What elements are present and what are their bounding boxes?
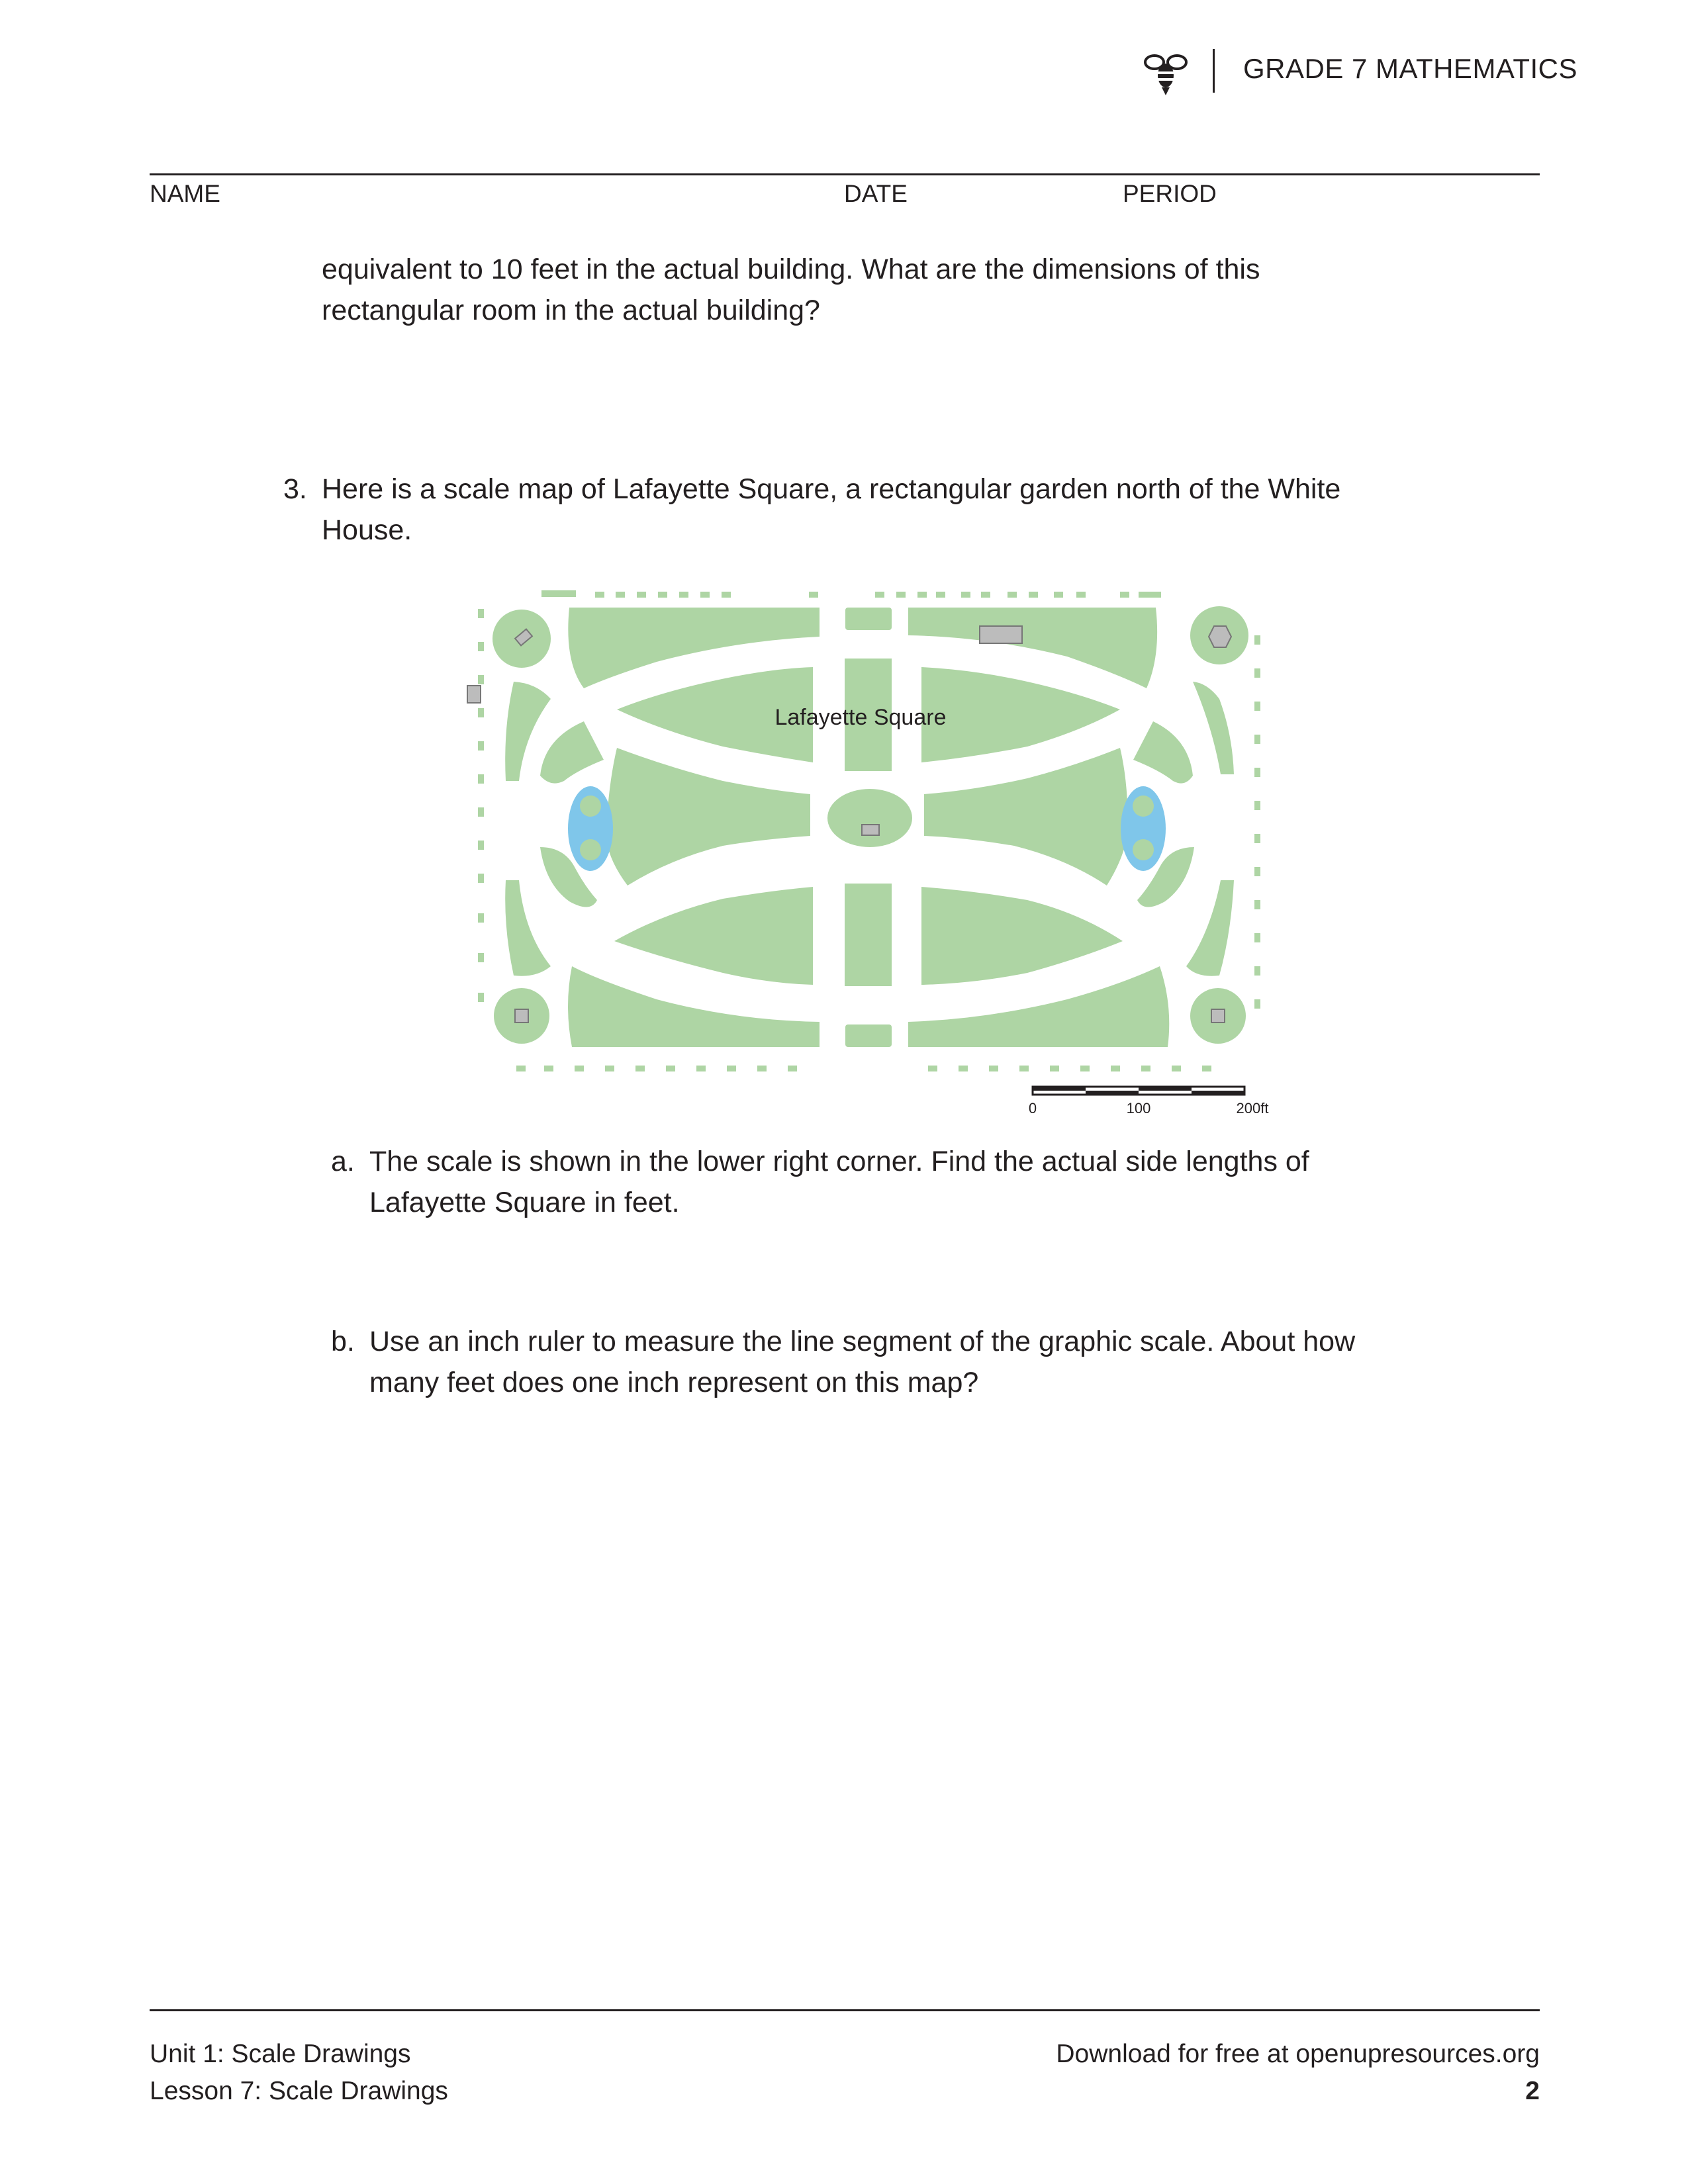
download-link[interactable]: Download for free at openupresources.org [1056,2040,1540,2068]
question-3-line-2: House. [322,514,412,546]
scale-tick-0: 0 [1028,1100,1037,1116]
part-a-letter: a. [331,1146,355,1177]
map-title: Lafayette Square [774,705,947,730]
graphic-scale [1033,1087,1244,1095]
scale-tick-100: 100 [1126,1100,1151,1116]
part-b-line-2: many feet does one inch represent on this map? [369,1367,979,1398]
part-b-line-1: Use an inch ruler to measure the line segment of the graphic scale. About how [369,1326,1356,1357]
footer-rule [150,2009,1540,2011]
part-a-prompt [369,1141,1309,1223]
header-divider [1213,49,1215,93]
footer-unit: Unit 1: Scale Drawings [150,2040,411,2068]
part-b-prompt [369,1321,1355,1403]
name-field-label: NAME [150,180,220,207]
part-a-line-2: Lafayette Square in feet. [369,1187,680,1218]
lafayette-square-map [458,582,1279,1125]
question-2-line-2: rectangular room in the actual building? [322,295,820,326]
part-b-letter: b. [331,1326,355,1357]
part-a-line-1: The scale is shown in the lower right corner. Find the actual side lengths of [369,1146,1309,1177]
course-title: GRADE 7 MATHEMATICS [1243,53,1577,84]
scale-tick-200ft: 200ft [1236,1100,1269,1116]
date-field-label: DATE [844,180,908,207]
question-3-prompt [322,469,1340,551]
top-rule [150,173,1540,175]
question-3-line-1: Here is a scale map of Lafayette Square, a rectangular garden north of the White [322,473,1341,505]
question-2-continued [322,249,1260,331]
footer-lesson: Lesson 7: Scale Drawings [150,2077,448,2105]
question-2-line-1: equivalent to 10 feet in the actual building. What are the dimensions of this [322,253,1260,285]
page-number: 2 [1525,2077,1540,2105]
bee-logo-icon [1143,48,1189,98]
question-3-number: 3. [283,473,307,505]
period-field-label: PERIOD [1123,180,1217,207]
